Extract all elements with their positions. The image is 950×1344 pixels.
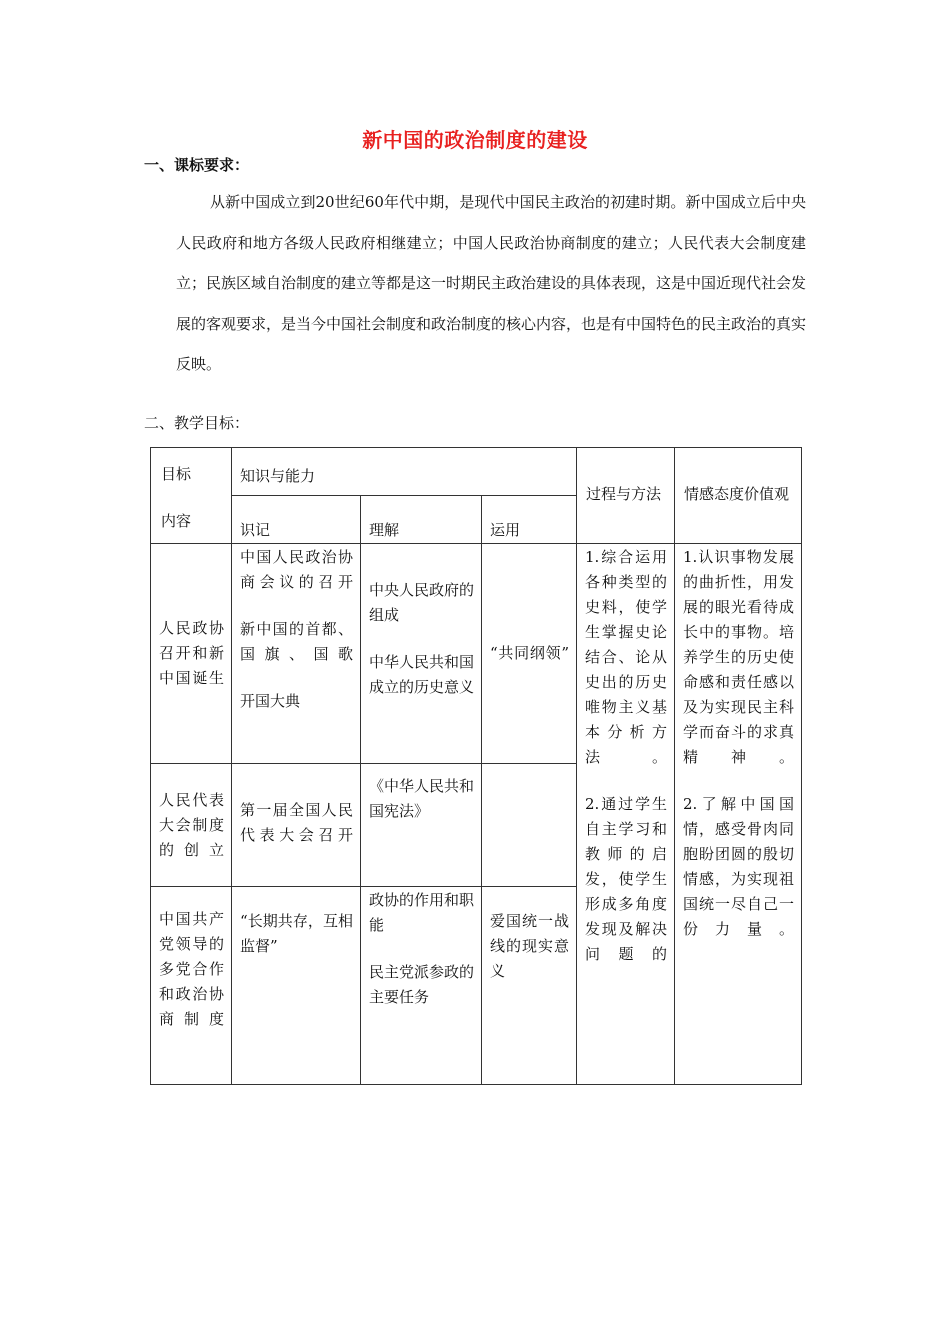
document-title: 新中国的政治制度的建设: [362, 128, 588, 152]
process-cell: [577, 544, 675, 1085]
header-knowledge-label: 知识与能力: [240, 467, 316, 485]
understand-item: 政协的作用和职能: [369, 891, 475, 934]
table-row: [151, 544, 802, 764]
header-target: 目标: [161, 465, 192, 483]
header-process-label: 过程与方法: [586, 485, 662, 503]
row-content-text: 中国共产党领导的多党合作和政治协商制度: [159, 910, 224, 1028]
understand-item: 民主党派参政的主要任务: [369, 963, 475, 1006]
row-understand: [361, 764, 482, 887]
row-understand: [361, 887, 482, 1085]
curriculum-paragraph: 从新中国成立到20世纪60年代中期，是现代中国民主政治的初建时期。新中国成立后中央人民政府和地方各级人民政府相继建立；中国人民政治协商制度的建立；人民代表大会制度建立；民族区域自治制度的建立等都是这一时期民主政治建设的具体表现，这是中国近现代社会发展的客观要求，是当今中国社会制度和政治制度的核心内容，也是有中国特色的民主政治的真实反映。: [176, 193, 807, 373]
recall-item: 新中国的首都、国旗、国歌: [240, 620, 353, 663]
row-understand: [361, 544, 482, 764]
apply-text: 爱国统一战线的现实意义: [490, 912, 569, 980]
understand-item: 《中华人民共和国宪法》: [369, 777, 475, 820]
header-apply-label: 运用: [490, 521, 521, 539]
row-recall: [232, 544, 361, 764]
row-apply: [482, 764, 577, 887]
recall-item: 开国大典: [240, 692, 301, 710]
apply-text: “共同纲领”: [490, 644, 569, 662]
section-heading-curriculum: 一、课标要求：: [144, 156, 250, 174]
emotion-item: 1.认识事物发展的曲折性，用发展的眼光看待成长中的事物。培养学生的历史使命感和责任感以及为实现民主科学而奋斗的求真精神。: [683, 548, 794, 766]
header-understand: [361, 496, 482, 544]
understand-item: 中央人民政府的组成: [369, 581, 475, 624]
row-apply: [482, 887, 577, 1085]
recall-item: 中国人民政治协商会议的召开: [240, 548, 353, 591]
understand-item: 中华人民共和国成立的历史意义: [369, 653, 475, 696]
process-item: 2.通过学生自主学习和教师的启发，使学生形成多角度发现及解决问题的: [585, 795, 667, 963]
row-content: [151, 887, 232, 1085]
row-content: [151, 544, 232, 764]
row-recall: [232, 887, 361, 1085]
row-content-text: 人民代表大会制度的创立: [159, 790, 224, 859]
section-heading-objectives: 二、教学目标：: [144, 414, 250, 432]
header-recall: [232, 496, 361, 544]
header-apply: [482, 496, 577, 544]
row-recall: [232, 764, 361, 887]
header-emotion-label: 情感态度价值观: [684, 485, 790, 503]
recall-item: “长期共存，互相监督”: [240, 912, 353, 955]
header-target-content: [151, 448, 232, 544]
emotion-cell: [675, 544, 802, 1085]
recall-item: 第一届全国人民代表大会召开: [240, 801, 353, 844]
row-content: [151, 764, 232, 887]
header-understand-label: 理解: [369, 521, 400, 539]
process-item: 1.综合运用各种类型的史料，使学生掌握史论结合、论从史出的历史唯物主义基本分析方法。: [585, 548, 667, 766]
header-content: 内容: [161, 512, 192, 530]
header-process: [577, 448, 675, 544]
row-content-text: 人民政协召开和新中国诞生: [159, 619, 224, 687]
apply-text: [482, 764, 576, 772]
objectives-table: [150, 447, 802, 1085]
header-recall-label: 识记: [240, 521, 271, 539]
header-emotion: [675, 448, 802, 544]
row-apply: [482, 544, 577, 764]
emotion-item: 2.了解中国国情，感受骨肉同胞盼团圆的殷切情感，为实现祖国统一尽自己一份力量。: [683, 795, 794, 938]
header-knowledge: [232, 448, 577, 496]
